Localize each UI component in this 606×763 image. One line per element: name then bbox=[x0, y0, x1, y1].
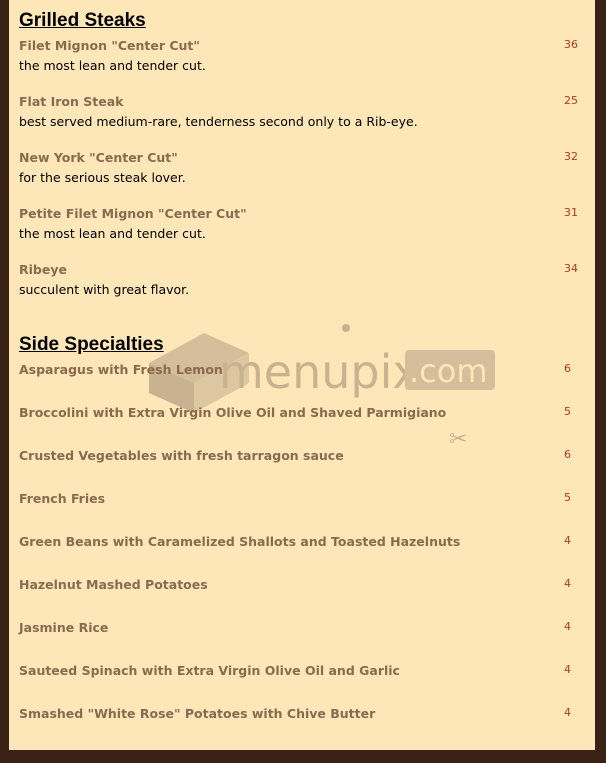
watermark-suffix: .com bbox=[409, 352, 488, 390]
menu-item-price: 6 bbox=[564, 448, 571, 461]
menu-item-description: succulent with great flavor. bbox=[19, 282, 190, 297]
menu-item-name: Smashed "White Rose" Potatoes with Chive Butter bbox=[19, 706, 376, 721]
menu-item-price: 4 bbox=[564, 663, 571, 676]
menu-item-name: Filet Mignon "Center Cut" bbox=[19, 38, 200, 53]
menu-item-name: Flat Iron Steak bbox=[19, 94, 124, 109]
menu-item-price: 4 bbox=[564, 706, 571, 719]
menu-page bbox=[9, 0, 595, 750]
menu-item-price: 34 bbox=[564, 262, 578, 275]
menu-item-name: Hazelnut Mashed Potatoes bbox=[19, 577, 208, 592]
menu-item-price: 5 bbox=[564, 405, 571, 418]
menu-item-price: 4 bbox=[564, 577, 571, 590]
menu-item-name: Petite Filet Mignon "Center Cut" bbox=[19, 206, 247, 221]
menu-item-name: Sauteed Spinach with Extra Virgin Olive Oil and Garlic bbox=[19, 663, 400, 678]
menu-item-price: 5 bbox=[564, 491, 571, 504]
menu-item-description: the most lean and tender cut. bbox=[19, 226, 206, 241]
menu-item-price: 25 bbox=[564, 94, 578, 107]
menu-item-name: French Fries bbox=[19, 491, 106, 506]
menu-item-name: Crusted Vegetables with fresh tarragon sauce bbox=[19, 448, 344, 463]
menu-item-price: 6 bbox=[564, 362, 571, 375]
menu-item-price: 36 bbox=[564, 38, 578, 51]
section-title-grilled-steaks: Grilled Steaks bbox=[19, 10, 146, 31]
watermark-text: menupix bbox=[219, 345, 420, 399]
section-title-side-specialties: Side Specialties bbox=[19, 334, 164, 355]
scissors-icon: ✂ bbox=[449, 427, 468, 452]
menu-item-name: Asparagus with Fresh Lemon bbox=[19, 362, 223, 377]
menu-item-price: 31 bbox=[564, 206, 578, 219]
menu-item-name: Ribeye bbox=[19, 262, 67, 277]
menupix-watermark bbox=[109, 318, 509, 452]
menu-item-description: the most lean and tender cut. bbox=[19, 58, 206, 73]
menu-item-description: for the serious steak lover. bbox=[19, 170, 186, 185]
menu-item-price: 32 bbox=[564, 150, 578, 163]
menu-item-description: best served medium-rare, tenderness second only to a Rib-eye. bbox=[19, 114, 418, 129]
menu-item-name: Jasmine Rice bbox=[19, 620, 109, 635]
menu-item-price: 4 bbox=[564, 534, 571, 547]
menu-item-price: 4 bbox=[564, 620, 571, 633]
menu-item-name: Broccolini with Extra Virgin Olive Oil and Shaved Parmigiano bbox=[19, 405, 447, 420]
menu-item-name: Green Beans with Caramelized Shallots and Toasted Hazelnuts bbox=[19, 534, 461, 549]
menu-item-name: New York "Center Cut" bbox=[19, 150, 178, 165]
